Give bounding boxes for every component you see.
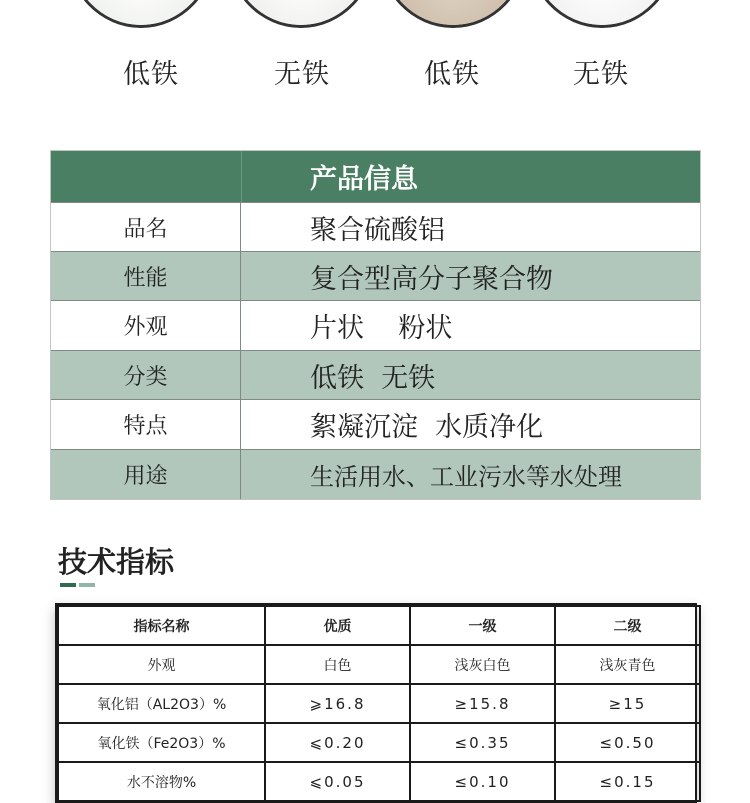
table-cell: ⩽0.20 <box>265 723 410 762</box>
table-cell: ≥15 <box>555 684 700 723</box>
table-cell: ≥15.8 <box>410 684 555 723</box>
table-header-cell: 指标名称 <box>58 606 265 645</box>
table-cell: ≤0.10 <box>410 762 555 801</box>
info-value: 生活用水、工业污水等水处理 <box>310 463 622 491</box>
product-info-title: 产品信息 <box>310 164 418 195</box>
product-caption-1: 低铁 <box>123 59 179 90</box>
table-cell: ⩾16.8 <box>265 684 410 723</box>
info-row-usage <box>51 450 700 499</box>
table-cell: 水不溶物% <box>58 762 265 801</box>
table-header-cell: 一级 <box>410 606 555 645</box>
product-image-3 <box>378 0 528 28</box>
info-value: 絮凝沉淀 水质净化 <box>310 412 544 443</box>
table-cell: 氧化铝（AL2O3）% <box>58 684 265 723</box>
table-header-cell: 二级 <box>555 606 700 645</box>
product-caption-4: 无铁 <box>573 59 629 90</box>
info-value: 复合型高分子聚合物 <box>310 263 553 295</box>
title-accent-bar-light <box>79 583 95 587</box>
info-key: 特点 <box>51 400 241 449</box>
info-key: 分类 <box>51 351 241 399</box>
table-cell: ⩽0.05 <box>265 762 410 801</box>
product-caption-2: 无铁 <box>274 59 330 90</box>
info-value: 聚合硫酸铝 <box>310 214 445 246</box>
table-cell: 浅灰青色 <box>555 645 700 684</box>
table-header-row <box>58 606 700 645</box>
info-value: 低铁 无铁 <box>310 362 436 394</box>
table-cell: 白色 <box>265 645 410 684</box>
info-row-appearance <box>51 301 700 351</box>
table-cell: ≤0.15 <box>555 762 700 801</box>
table-cell: ≤0.35 <box>410 723 555 762</box>
table-cell: 外观 <box>58 645 265 684</box>
tech-spec-title: 技术指标 <box>58 545 175 579</box>
table-row <box>58 762 700 801</box>
table-cell: 浅灰白色 <box>410 645 555 684</box>
table-cell: ≤0.50 <box>555 723 700 762</box>
info-key: 品名 <box>51 203 241 251</box>
info-row-category <box>51 351 700 400</box>
product-info-header <box>51 151 700 203</box>
table-row <box>58 723 700 762</box>
info-key: 性能 <box>51 252 241 300</box>
product-info-table <box>50 150 701 500</box>
product-image-1 <box>66 0 216 28</box>
title-accent-bar <box>60 583 76 587</box>
info-value: 片状 粉状 <box>310 313 453 344</box>
info-key: 外观 <box>51 301 241 350</box>
product-image-2 <box>226 0 376 28</box>
table-row <box>58 645 700 684</box>
info-key: 用途 <box>51 450 241 499</box>
table-row <box>58 684 700 723</box>
info-row-features <box>51 400 700 450</box>
info-row-performance <box>51 252 700 301</box>
tech-spec-table <box>55 603 697 803</box>
info-row-name <box>51 203 700 252</box>
product-image-4 <box>527 0 677 28</box>
product-caption-3: 低铁 <box>424 59 480 90</box>
table-header-cell: 优质 <box>265 606 410 645</box>
table-cell: 氧化铁（Fe2O3）% <box>58 723 265 762</box>
